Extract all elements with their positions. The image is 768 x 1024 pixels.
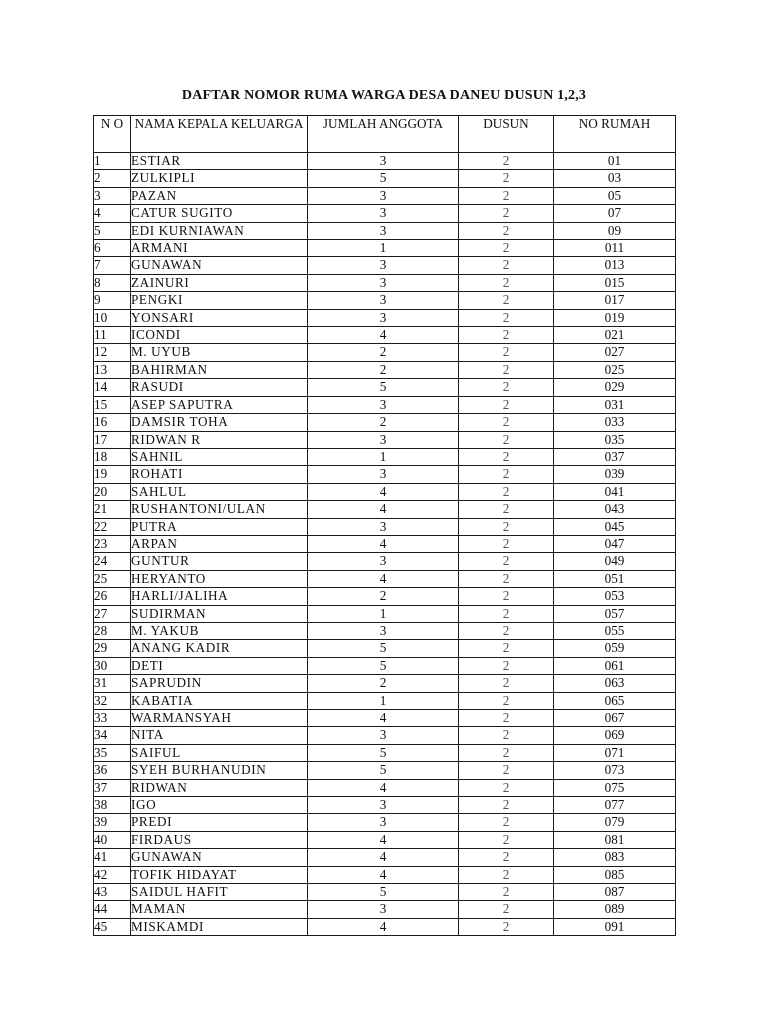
table-row bbox=[94, 797, 676, 814]
dusun-value: 2 bbox=[459, 153, 554, 170]
table-row bbox=[94, 866, 676, 883]
member-count: 5 bbox=[308, 170, 459, 187]
row-number: 27 bbox=[94, 605, 131, 622]
member-count: 3 bbox=[308, 153, 459, 170]
head-of-family-name: SUDIRMAN bbox=[131, 605, 308, 622]
member-count: 1 bbox=[308, 448, 459, 465]
member-count: 3 bbox=[308, 727, 459, 744]
house-number: 075 bbox=[554, 779, 676, 796]
table-row bbox=[94, 588, 676, 605]
head-of-family-name: SYEH BURHANUDIN bbox=[131, 762, 308, 779]
member-count: 3 bbox=[308, 814, 459, 831]
table-row bbox=[94, 327, 676, 344]
member-count: 5 bbox=[308, 762, 459, 779]
house-number: 069 bbox=[554, 727, 676, 744]
member-count: 4 bbox=[308, 501, 459, 518]
house-number: 055 bbox=[554, 622, 676, 639]
head-of-family-name: M. YAKUB bbox=[131, 622, 308, 639]
house-number: 031 bbox=[554, 396, 676, 413]
dusun-value: 2 bbox=[459, 501, 554, 518]
head-of-family-name: ROHATI bbox=[131, 466, 308, 483]
member-count: 4 bbox=[308, 779, 459, 796]
table-row bbox=[94, 466, 676, 483]
head-of-family-name: M. UYUB bbox=[131, 344, 308, 361]
row-number: 18 bbox=[94, 448, 131, 465]
table-row bbox=[94, 831, 676, 848]
house-number: 061 bbox=[554, 657, 676, 674]
table-row bbox=[94, 205, 676, 222]
dusun-value: 2 bbox=[459, 744, 554, 761]
dusun-value: 2 bbox=[459, 588, 554, 605]
house-number: 083 bbox=[554, 849, 676, 866]
header-dusun: DUSUN bbox=[459, 116, 554, 153]
row-number: 23 bbox=[94, 535, 131, 552]
table-row bbox=[94, 744, 676, 761]
header-no: N O bbox=[94, 116, 131, 153]
row-number: 31 bbox=[94, 675, 131, 692]
table-row bbox=[94, 222, 676, 239]
dusun-value: 2 bbox=[459, 553, 554, 570]
head-of-family-name: DAMSIR TOHA bbox=[131, 414, 308, 431]
table-row bbox=[94, 779, 676, 796]
house-number: 011 bbox=[554, 240, 676, 257]
row-number: 3 bbox=[94, 187, 131, 204]
table-row bbox=[94, 501, 676, 518]
row-number: 36 bbox=[94, 762, 131, 779]
row-number: 4 bbox=[94, 205, 131, 222]
row-number: 9 bbox=[94, 292, 131, 309]
table-row bbox=[94, 170, 676, 187]
header-jumlah: JUMLAH ANGGOTA bbox=[308, 116, 459, 153]
house-number: 085 bbox=[554, 866, 676, 883]
row-number: 33 bbox=[94, 710, 131, 727]
head-of-family-name: SAIDUL HAFIT bbox=[131, 884, 308, 901]
page-title: DAFTAR NOMOR RUMA WARGA DESA DANEU DUSUN 1,2,3 bbox=[181, 88, 587, 103]
row-number: 38 bbox=[94, 797, 131, 814]
dusun-value: 2 bbox=[459, 831, 554, 848]
member-count: 5 bbox=[308, 657, 459, 674]
dusun-value: 2 bbox=[459, 918, 554, 935]
row-number: 20 bbox=[94, 483, 131, 500]
member-count: 1 bbox=[308, 605, 459, 622]
house-number: 087 bbox=[554, 884, 676, 901]
table-row bbox=[94, 762, 676, 779]
dusun-value: 2 bbox=[459, 292, 554, 309]
dusun-value: 2 bbox=[459, 535, 554, 552]
head-of-family-name: EDI KURNIAWAN bbox=[131, 222, 308, 239]
row-number: 1 bbox=[94, 153, 131, 170]
house-number: 037 bbox=[554, 448, 676, 465]
row-number: 30 bbox=[94, 657, 131, 674]
member-count: 3 bbox=[308, 622, 459, 639]
house-number: 03 bbox=[554, 170, 676, 187]
row-number: 19 bbox=[94, 466, 131, 483]
member-count: 4 bbox=[308, 918, 459, 935]
member-count: 5 bbox=[308, 640, 459, 657]
table-row bbox=[94, 814, 676, 831]
row-number: 37 bbox=[94, 779, 131, 796]
head-of-family-name: PUTRA bbox=[131, 518, 308, 535]
house-number: 021 bbox=[554, 327, 676, 344]
member-count: 2 bbox=[308, 675, 459, 692]
head-of-family-name: GUNAWAN bbox=[131, 257, 308, 274]
member-count: 2 bbox=[308, 414, 459, 431]
member-count: 3 bbox=[308, 901, 459, 918]
head-of-family-name: SAHNIL bbox=[131, 448, 308, 465]
head-of-family-name: ESTIAR bbox=[131, 153, 308, 170]
table-row bbox=[94, 640, 676, 657]
house-number: 067 bbox=[554, 710, 676, 727]
table-row bbox=[94, 431, 676, 448]
member-count: 2 bbox=[308, 361, 459, 378]
head-of-family-name: RIDWAN R bbox=[131, 431, 308, 448]
house-number: 091 bbox=[554, 918, 676, 935]
house-number: 077 bbox=[554, 797, 676, 814]
house-number: 039 bbox=[554, 466, 676, 483]
dusun-value: 2 bbox=[459, 622, 554, 639]
table-row bbox=[94, 535, 676, 552]
table-header bbox=[94, 116, 676, 153]
head-of-family-name: PREDI bbox=[131, 814, 308, 831]
member-count: 4 bbox=[308, 570, 459, 587]
dusun-value: 2 bbox=[459, 327, 554, 344]
head-of-family-name: PENGKI bbox=[131, 292, 308, 309]
house-number: 059 bbox=[554, 640, 676, 657]
house-number: 047 bbox=[554, 535, 676, 552]
house-number: 043 bbox=[554, 501, 676, 518]
table-row bbox=[94, 710, 676, 727]
house-number: 051 bbox=[554, 570, 676, 587]
dusun-value: 2 bbox=[459, 710, 554, 727]
member-count: 3 bbox=[308, 274, 459, 291]
table-row bbox=[94, 901, 676, 918]
table-row bbox=[94, 379, 676, 396]
house-number: 035 bbox=[554, 431, 676, 448]
table-row bbox=[94, 553, 676, 570]
dusun-value: 2 bbox=[459, 518, 554, 535]
table-row bbox=[94, 396, 676, 413]
table-row bbox=[94, 240, 676, 257]
dusun-value: 2 bbox=[459, 187, 554, 204]
head-of-family-name: ARPAN bbox=[131, 535, 308, 552]
member-count: 3 bbox=[308, 518, 459, 535]
dusun-value: 2 bbox=[459, 240, 554, 257]
member-count: 3 bbox=[308, 466, 459, 483]
head-of-family-name: KABATIA bbox=[131, 692, 308, 709]
row-number: 6 bbox=[94, 240, 131, 257]
house-number: 015 bbox=[554, 274, 676, 291]
head-of-family-name: NITA bbox=[131, 727, 308, 744]
head-of-family-name: IGO bbox=[131, 797, 308, 814]
house-number: 049 bbox=[554, 553, 676, 570]
house-number: 081 bbox=[554, 831, 676, 848]
table-row bbox=[94, 849, 676, 866]
row-number: 17 bbox=[94, 431, 131, 448]
head-of-family-name: RUSHANTONI/ULAN bbox=[131, 501, 308, 518]
member-count: 3 bbox=[308, 257, 459, 274]
member-count: 3 bbox=[308, 222, 459, 239]
table-row bbox=[94, 622, 676, 639]
head-of-family-name: ASEP SAPUTRA bbox=[131, 396, 308, 413]
head-of-family-name: TOFIK HIDAYAT bbox=[131, 866, 308, 883]
house-number: 071 bbox=[554, 744, 676, 761]
row-number: 12 bbox=[94, 344, 131, 361]
table-row bbox=[94, 344, 676, 361]
row-number: 39 bbox=[94, 814, 131, 831]
member-count: 4 bbox=[308, 710, 459, 727]
member-count: 4 bbox=[308, 535, 459, 552]
house-number: 05 bbox=[554, 187, 676, 204]
head-of-family-name: WARMANSYAH bbox=[131, 710, 308, 727]
member-count: 1 bbox=[308, 240, 459, 257]
dusun-value: 2 bbox=[459, 727, 554, 744]
header-name: NAMA KEPALA KELUARGA bbox=[131, 116, 308, 153]
dusun-value: 2 bbox=[459, 379, 554, 396]
table-row bbox=[94, 727, 676, 744]
head-of-family-name: RIDWAN bbox=[131, 779, 308, 796]
row-number: 11 bbox=[94, 327, 131, 344]
dusun-value: 2 bbox=[459, 483, 554, 500]
row-number: 24 bbox=[94, 553, 131, 570]
row-number: 25 bbox=[94, 570, 131, 587]
head-of-family-name: ZULKIPLI bbox=[131, 170, 308, 187]
dusun-value: 2 bbox=[459, 779, 554, 796]
dusun-value: 2 bbox=[459, 901, 554, 918]
dusun-value: 2 bbox=[459, 361, 554, 378]
row-number: 45 bbox=[94, 918, 131, 935]
row-number: 32 bbox=[94, 692, 131, 709]
house-number: 019 bbox=[554, 309, 676, 326]
member-count: 4 bbox=[308, 327, 459, 344]
row-number: 16 bbox=[94, 414, 131, 431]
table-row bbox=[94, 153, 676, 170]
head-of-family-name: HERYANTO bbox=[131, 570, 308, 587]
member-count: 3 bbox=[308, 396, 459, 413]
head-of-family-name: ANANG KADIR bbox=[131, 640, 308, 657]
row-number: 5 bbox=[94, 222, 131, 239]
dusun-value: 2 bbox=[459, 657, 554, 674]
table-row bbox=[94, 884, 676, 901]
row-number: 2 bbox=[94, 170, 131, 187]
house-number: 029 bbox=[554, 379, 676, 396]
header-row bbox=[94, 116, 676, 153]
head-of-family-name: BAHIRMAN bbox=[131, 361, 308, 378]
member-count: 5 bbox=[308, 884, 459, 901]
member-count: 2 bbox=[308, 344, 459, 361]
head-of-family-name: SAHLUL bbox=[131, 483, 308, 500]
table-body bbox=[94, 153, 676, 936]
head-of-family-name: CATUR SUGITO bbox=[131, 205, 308, 222]
dusun-value: 2 bbox=[459, 274, 554, 291]
member-count: 3 bbox=[308, 797, 459, 814]
row-number: 26 bbox=[94, 588, 131, 605]
member-count: 5 bbox=[308, 379, 459, 396]
dusun-value: 2 bbox=[459, 257, 554, 274]
head-of-family-name: HARLI/JALIHA bbox=[131, 588, 308, 605]
house-number: 025 bbox=[554, 361, 676, 378]
table-row bbox=[94, 309, 676, 326]
table-row bbox=[94, 605, 676, 622]
table-row bbox=[94, 570, 676, 587]
dusun-value: 2 bbox=[459, 570, 554, 587]
dusun-value: 2 bbox=[459, 675, 554, 692]
head-of-family-name: FIRDAUS bbox=[131, 831, 308, 848]
table-row bbox=[94, 692, 676, 709]
member-count: 4 bbox=[308, 849, 459, 866]
dusun-value: 2 bbox=[459, 309, 554, 326]
house-number: 09 bbox=[554, 222, 676, 239]
row-number: 44 bbox=[94, 901, 131, 918]
house-number: 041 bbox=[554, 483, 676, 500]
dusun-value: 2 bbox=[459, 866, 554, 883]
house-number: 017 bbox=[554, 292, 676, 309]
house-number: 053 bbox=[554, 588, 676, 605]
head-of-family-name: ICONDI bbox=[131, 327, 308, 344]
member-count: 3 bbox=[308, 431, 459, 448]
dusun-value: 2 bbox=[459, 170, 554, 187]
house-number: 089 bbox=[554, 901, 676, 918]
row-number: 7 bbox=[94, 257, 131, 274]
dusun-value: 2 bbox=[459, 640, 554, 657]
header-no-rumah: NO RUMAH bbox=[554, 116, 676, 153]
member-count: 4 bbox=[308, 483, 459, 500]
house-number: 027 bbox=[554, 344, 676, 361]
row-number: 40 bbox=[94, 831, 131, 848]
head-of-family-name: SAPRUDIN bbox=[131, 675, 308, 692]
house-number: 07 bbox=[554, 205, 676, 222]
head-of-family-name: GUNTUR bbox=[131, 553, 308, 570]
member-count: 5 bbox=[308, 744, 459, 761]
household-table bbox=[93, 115, 676, 936]
house-number: 063 bbox=[554, 675, 676, 692]
member-count: 4 bbox=[308, 866, 459, 883]
member-count: 1 bbox=[308, 692, 459, 709]
dusun-value: 2 bbox=[459, 222, 554, 239]
row-number: 42 bbox=[94, 866, 131, 883]
row-number: 15 bbox=[94, 396, 131, 413]
row-number: 35 bbox=[94, 744, 131, 761]
table-row bbox=[94, 187, 676, 204]
dusun-value: 2 bbox=[459, 205, 554, 222]
head-of-family-name: YONSARI bbox=[131, 309, 308, 326]
row-number: 28 bbox=[94, 622, 131, 639]
member-count: 3 bbox=[308, 309, 459, 326]
row-number: 22 bbox=[94, 518, 131, 535]
head-of-family-name: ZAINURI bbox=[131, 274, 308, 291]
member-count: 2 bbox=[308, 588, 459, 605]
member-count: 3 bbox=[308, 553, 459, 570]
house-number: 079 bbox=[554, 814, 676, 831]
house-number: 013 bbox=[554, 257, 676, 274]
dusun-value: 2 bbox=[459, 448, 554, 465]
dusun-value: 2 bbox=[459, 692, 554, 709]
row-number: 13 bbox=[94, 361, 131, 378]
dusun-value: 2 bbox=[459, 414, 554, 431]
dusun-value: 2 bbox=[459, 762, 554, 779]
table-row bbox=[94, 257, 676, 274]
member-count: 4 bbox=[308, 831, 459, 848]
row-number: 14 bbox=[94, 379, 131, 396]
row-number: 10 bbox=[94, 309, 131, 326]
table-row bbox=[94, 483, 676, 500]
table-row bbox=[94, 675, 676, 692]
member-count: 3 bbox=[308, 292, 459, 309]
head-of-family-name: RASUDI bbox=[131, 379, 308, 396]
row-number: 29 bbox=[94, 640, 131, 657]
dusun-value: 2 bbox=[459, 605, 554, 622]
row-number: 43 bbox=[94, 884, 131, 901]
dusun-value: 2 bbox=[459, 797, 554, 814]
row-number: 34 bbox=[94, 727, 131, 744]
table-row bbox=[94, 414, 676, 431]
dusun-value: 2 bbox=[459, 396, 554, 413]
head-of-family-name: ARMANI bbox=[131, 240, 308, 257]
house-number: 073 bbox=[554, 762, 676, 779]
member-count: 3 bbox=[308, 187, 459, 204]
dusun-value: 2 bbox=[459, 431, 554, 448]
row-number: 41 bbox=[94, 849, 131, 866]
house-number: 057 bbox=[554, 605, 676, 622]
table-row bbox=[94, 918, 676, 935]
head-of-family-name: GUNAWAN bbox=[131, 849, 308, 866]
house-number: 065 bbox=[554, 692, 676, 709]
table-row bbox=[94, 448, 676, 465]
head-of-family-name: PAZAN bbox=[131, 187, 308, 204]
table-row bbox=[94, 518, 676, 535]
head-of-family-name: SAIFUL bbox=[131, 744, 308, 761]
table-row bbox=[94, 292, 676, 309]
house-number: 045 bbox=[554, 518, 676, 535]
house-number: 01 bbox=[554, 153, 676, 170]
head-of-family-name: MAMAN bbox=[131, 901, 308, 918]
row-number: 8 bbox=[94, 274, 131, 291]
table-row bbox=[94, 361, 676, 378]
head-of-family-name: MISKAMDI bbox=[131, 918, 308, 935]
dusun-value: 2 bbox=[459, 884, 554, 901]
row-number: 21 bbox=[94, 501, 131, 518]
dusun-value: 2 bbox=[459, 849, 554, 866]
table-row bbox=[94, 657, 676, 674]
member-count: 3 bbox=[308, 205, 459, 222]
house-number: 033 bbox=[554, 414, 676, 431]
table-row bbox=[94, 274, 676, 291]
dusun-value: 2 bbox=[459, 466, 554, 483]
dusun-value: 2 bbox=[459, 344, 554, 361]
dusun-value: 2 bbox=[459, 814, 554, 831]
head-of-family-name: DETI bbox=[131, 657, 308, 674]
